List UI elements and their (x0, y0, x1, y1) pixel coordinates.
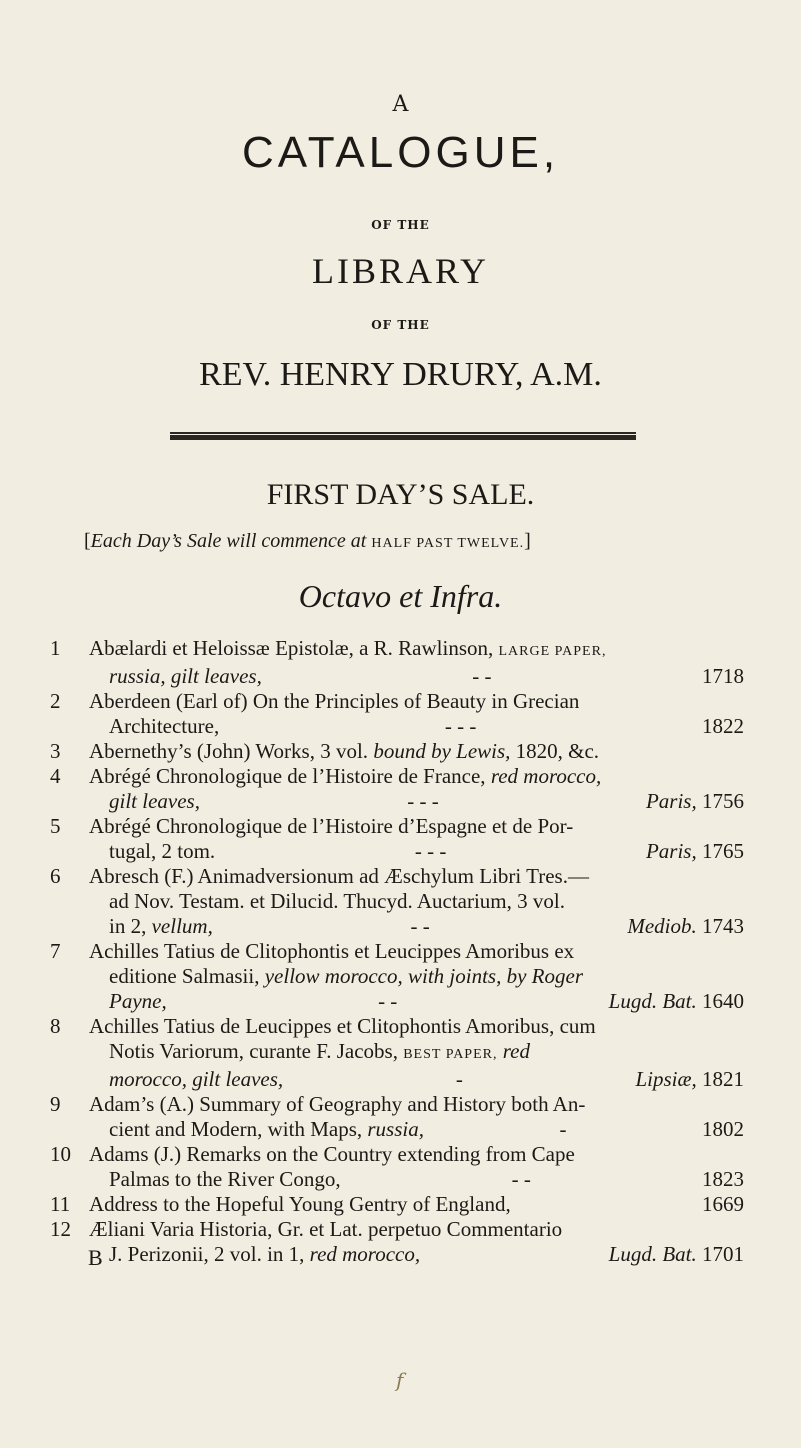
catalogue-entry (50, 689, 744, 739)
entry-binding: gilt leaves, (109, 789, 200, 813)
entry-place: Lugd. Bat. (608, 989, 697, 1013)
entry-text: Architecture, (109, 714, 220, 738)
entry-place: Paris, (645, 839, 697, 863)
entry-binding: red morocco, (490, 764, 602, 788)
entry-leader: - (455, 1067, 463, 1091)
catalogue-entry (50, 636, 744, 689)
entry-binding: morocco, gilt leaves, (109, 1067, 284, 1091)
notice-time: HALF PAST TWELVE. (371, 536, 525, 551)
entry-binding: red morocco, (309, 1242, 421, 1266)
entry-date: 1701 (696, 1242, 744, 1266)
entry-text-smallcaps: BEST PAPER, (403, 1047, 498, 1062)
entry-text: Achilles Tatius de Clitophontis et Leucippes Amoribus ex (89, 939, 575, 963)
entry-binding: bound by Lewis, (373, 739, 511, 763)
entry-date: 1669 (702, 1192, 744, 1216)
entry-place: Lipsiæ, (635, 1067, 697, 1091)
catalogue-entry (50, 864, 744, 939)
entry-number: 7 (50, 939, 61, 963)
entry-binding: russia, gilt leaves, (109, 664, 262, 688)
catalogue-entry (50, 1014, 744, 1092)
page-mark: f (396, 1368, 404, 1392)
notice-close-bracket: ] (524, 530, 531, 552)
entry-number: 2 (50, 689, 61, 713)
entry-text: cient and Modern, with Maps, (109, 1117, 368, 1141)
entry-binding: yellow morocco, with joints, by Roger (264, 964, 583, 988)
entry-leader: - - (378, 989, 398, 1013)
entry-text: J. Perizonii, 2 vol. in 1, (109, 1242, 310, 1266)
entry-date: 1743 (696, 914, 744, 938)
catalogue-entry (50, 764, 744, 814)
signature-mark: B (88, 1245, 103, 1270)
entry-date: 1718 (701, 664, 744, 688)
entry-number: 9 (50, 1092, 61, 1116)
entry-number: 1 (50, 636, 61, 660)
double-rule-divider (170, 432, 636, 440)
entry-text-smallcaps: LARGE PAPER, (498, 644, 607, 659)
entry-text: Notis Variorum, curante F. Jacobs, (109, 1039, 404, 1063)
entry-date: 1820, &c. (510, 739, 600, 763)
entry-binding: vellum, (151, 914, 213, 938)
entry-text: editione Salmasii, (109, 964, 265, 988)
header-article: A (392, 92, 409, 117)
catalogue-entry (50, 739, 744, 764)
entry-text: Abernethy’s (John) Works, 3 vol. (89, 739, 374, 763)
entry-date: 1640 (696, 989, 744, 1013)
sale-title: FIRST DAY’S SALE. (266, 478, 535, 511)
entry-text: Abælardi et Heloissæ Epistolæ, a R. Rawlinson, (89, 636, 499, 660)
entry-leader: - - - (407, 789, 439, 813)
entry-text: Abresch (F.) Animadversionum ad Æschylum Libri Tres.— (89, 864, 589, 888)
catalogue-entry (50, 1142, 744, 1192)
entry-binding: russia, (367, 1117, 424, 1141)
notice-open-bracket: [ (84, 530, 91, 552)
entry-number: 4 (50, 764, 61, 788)
entry-binding: red (497, 1039, 530, 1063)
owner-name: REV. HENRY DRURY, A.M. (199, 356, 602, 393)
entry-date: 1823 (701, 1167, 744, 1191)
entry-place: Paris, (645, 789, 697, 813)
entry-number: 6 (50, 864, 61, 888)
entry-text: ad Nov. Testam. et Dilucid. Thucyd. Auctarium, 3 vol. (109, 889, 565, 913)
section-heading: Octavo et Infra. (298, 578, 503, 614)
of-the-line-1: OF THE (371, 218, 430, 232)
entry-text: Abrégé Chronologique de l’Histoire de France, (89, 764, 491, 788)
entry-place: Lugd. Bat. (608, 1242, 697, 1266)
entry-text: Aberdeen (Earl of) On the Principles of Beauty in Grecian (89, 689, 580, 713)
catalogue-entry (50, 1092, 744, 1142)
library-title: LIBRARY (311, 251, 490, 291)
entry-text: Abrégé Chronologique de l’Histoire d’Espagne et de Por- (89, 814, 574, 838)
entry-date: 1821 (696, 1067, 744, 1091)
entry-date: 1756 (696, 789, 744, 813)
entry-date: 1765 (696, 839, 744, 863)
entry-text: Æliani Varia Historia, Gr. et Lat. perpetuo Commentario (89, 1217, 563, 1241)
catalogue-entry (50, 1217, 744, 1267)
entry-leader: - - (472, 664, 492, 688)
entry-number: 12 (50, 1217, 71, 1241)
notice-text: Each Day’s Sale will commence at (90, 530, 367, 552)
catalogue-entries (50, 636, 744, 1267)
catalogue-title: CATALOGUE, (241, 128, 560, 177)
entry-text: Achilles Tatius de Leucippes et Clitophontis Amoribus, cum (89, 1014, 596, 1038)
entry-binder: Payne, (109, 989, 167, 1013)
sale-notice (84, 530, 724, 553)
entry-text: Palmas to the River Congo, (109, 1167, 341, 1191)
entry-number: 11 (50, 1192, 71, 1216)
entry-number: 8 (50, 1014, 61, 1038)
entry-text: Address to the Hopeful Young Gentry of England, (89, 1192, 511, 1216)
catalogue-entry (50, 939, 744, 1014)
catalogue-entry (50, 1192, 744, 1217)
entry-place: Mediob. (627, 914, 697, 938)
entry-date: 1802 (701, 1117, 744, 1141)
entry-leader: - (559, 1117, 567, 1141)
entry-leader: - - - (444, 714, 477, 738)
entry-leader: - - (410, 914, 430, 938)
entry-number: 3 (50, 739, 61, 763)
of-the-line-2: OF THE (371, 318, 430, 332)
entry-text: Adams (J.) Remarks on the Country extending from Cape (89, 1142, 575, 1166)
catalogue-entry (50, 814, 744, 864)
entry-date: 1822 (702, 714, 744, 738)
entry-text: tugal, 2 tom. (109, 839, 216, 863)
entry-leader: - - (511, 1167, 531, 1191)
entry-leader: - - - (414, 839, 447, 863)
entry-number: 5 (50, 814, 61, 838)
entry-text: Adam’s (A.) Summary of Geography and History both An- (89, 1092, 586, 1116)
entry-number: 10 (50, 1142, 71, 1166)
entry-text: in 2, (109, 914, 152, 938)
